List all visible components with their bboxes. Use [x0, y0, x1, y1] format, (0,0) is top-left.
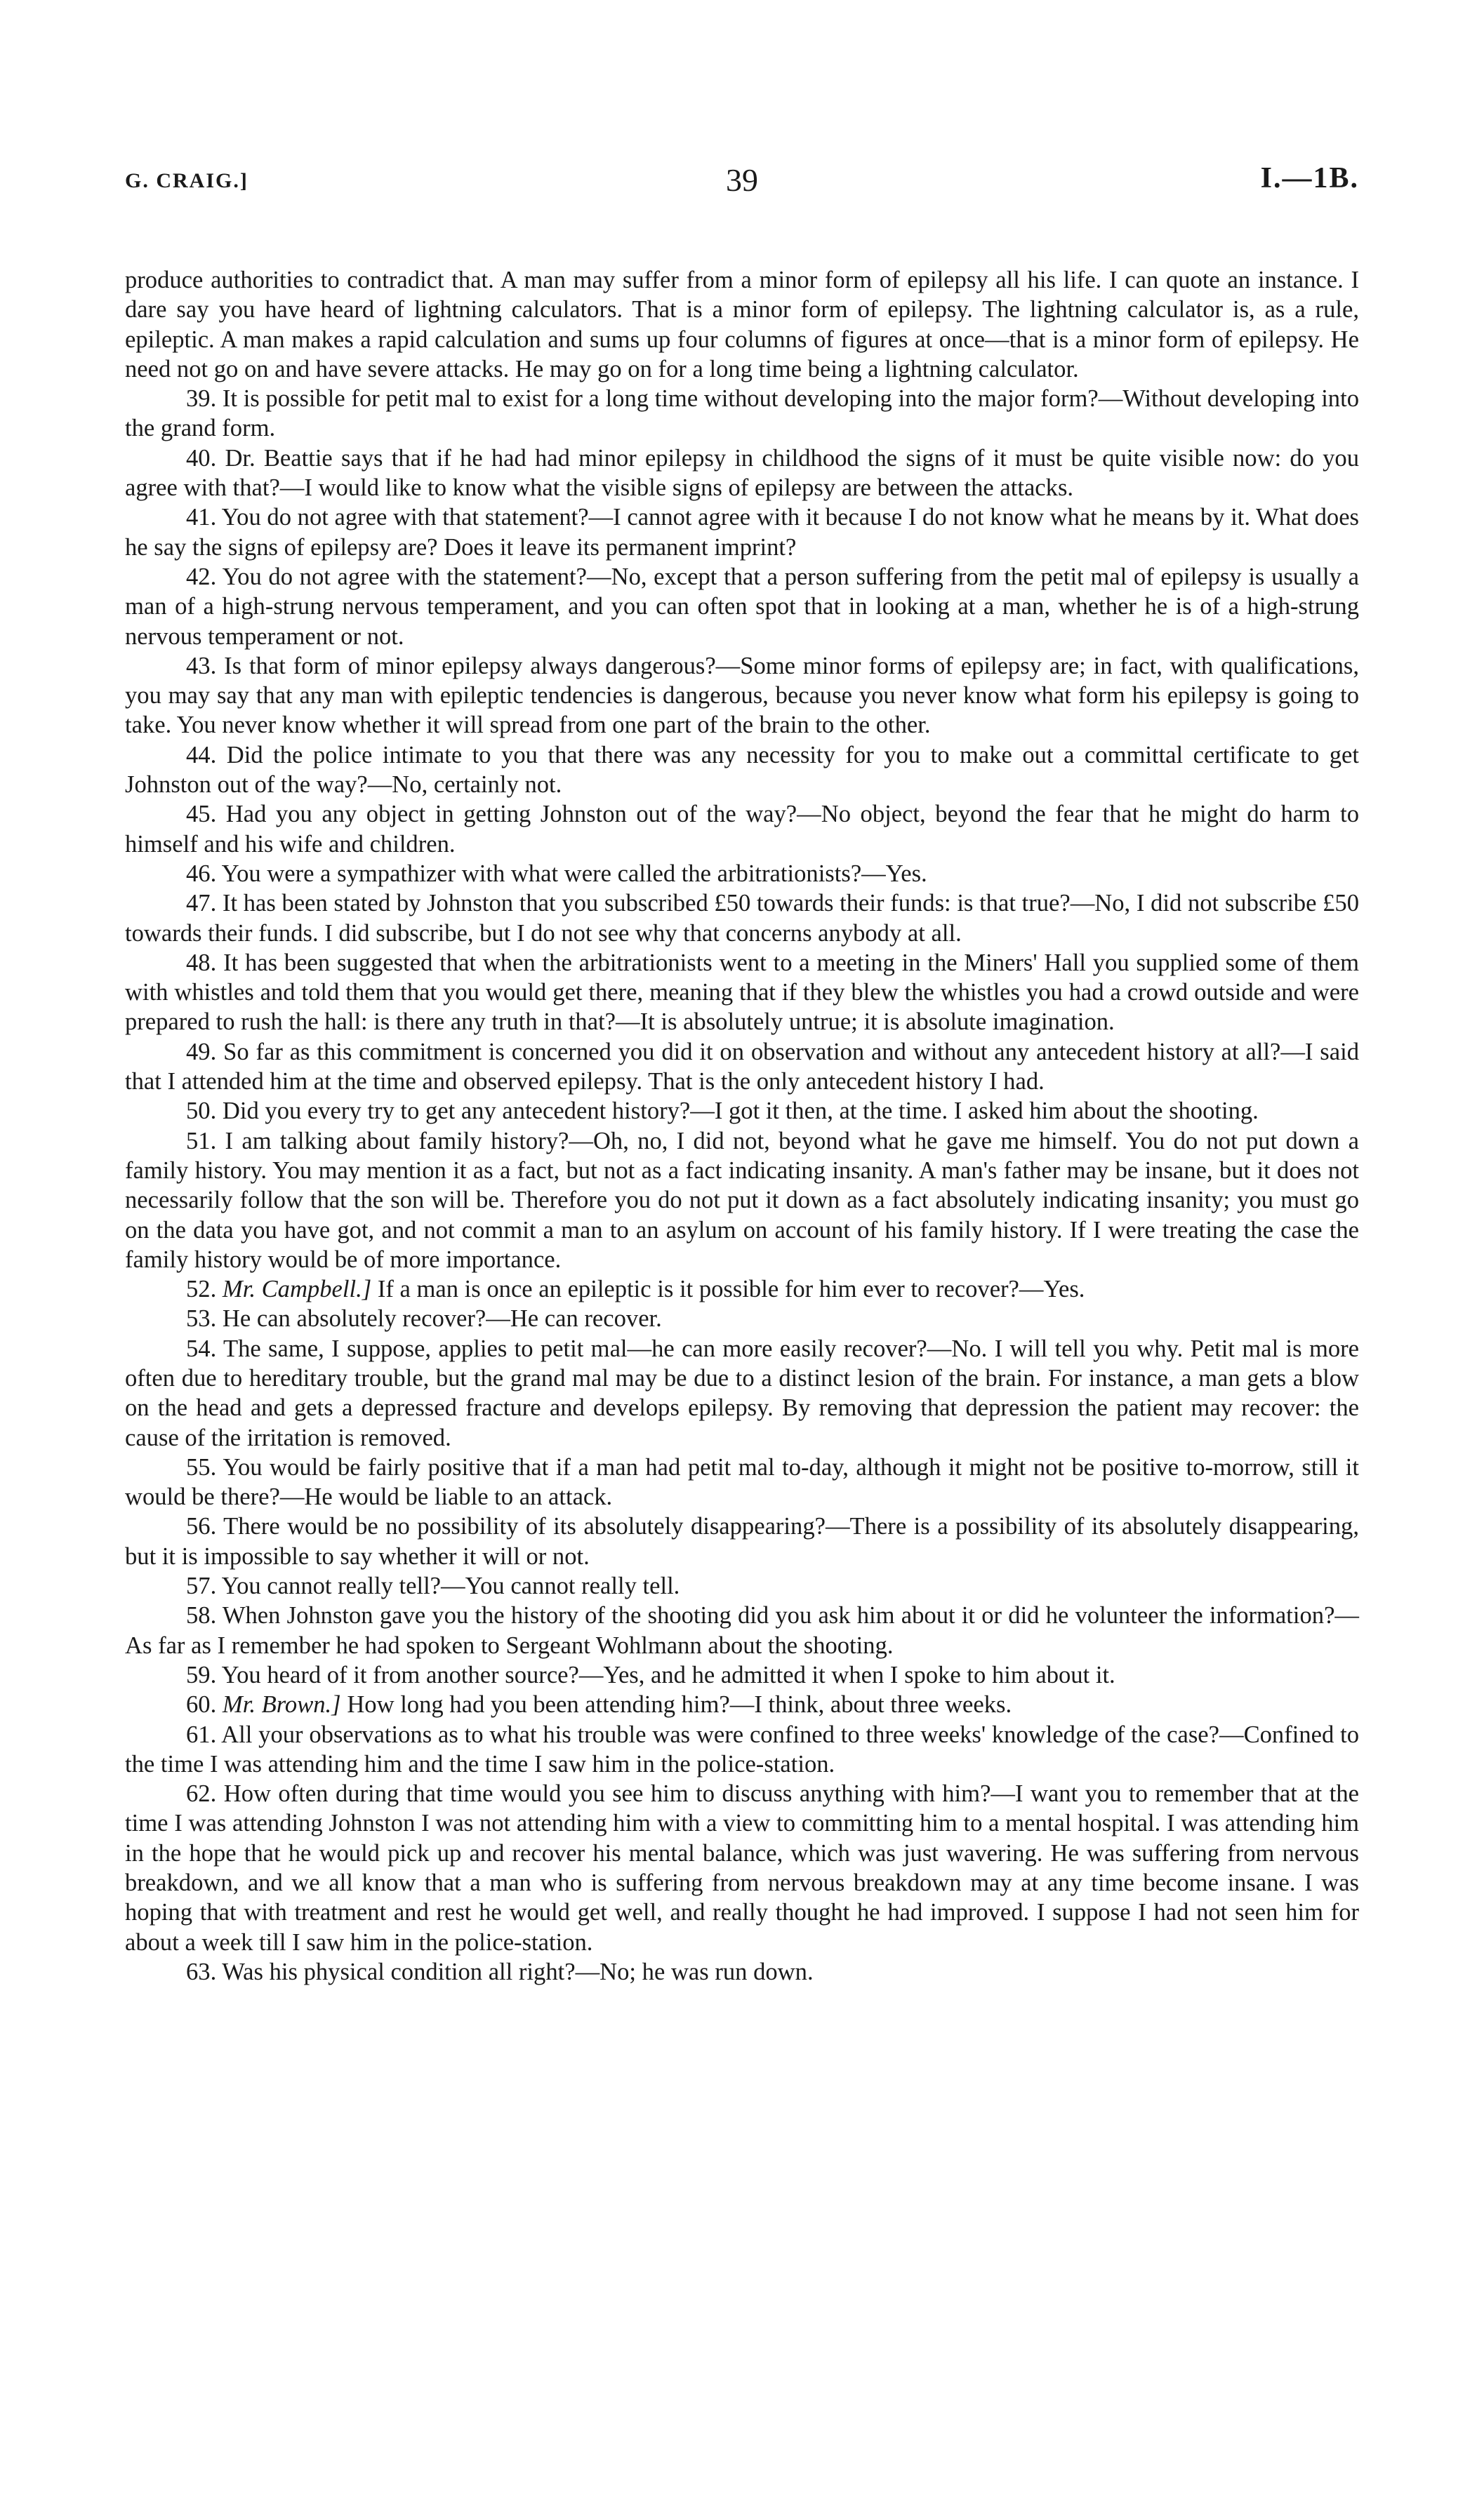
question-number: 44. — [186, 741, 217, 768]
qa-paragraph — [125, 1660, 1359, 1690]
question-text: I am talking about family history?—Oh, no, I did not, beyond what he gave me himself. You do not put down a family history. You may mention it as a fact, but not as a fact indicating insanity. A man's father may be insane, but it does not necessarily follow that the son will be. Therefore you do not put it down as a fact absolutely indicating insanity; you must go on the data you have got, and not commit a man to an asylum on account of his family history. If I were treating the case the family history would be of more importance. — [125, 1127, 1359, 1273]
speaker-label: Mr. Campbell.] — [222, 1276, 372, 1303]
question-text: You cannot really tell?—You cannot really tell. — [221, 1573, 680, 1600]
question-text: Did the police intimate to you that there was any necessity for you to make out a committal certificate to get Johnston out of the way?—No, certainly not. — [125, 741, 1359, 799]
question-number: 60. — [186, 1691, 217, 1719]
question-text: It is possible for petit mal to exist for a long time without developing into the major form?—Without developing into the grand form. — [125, 385, 1359, 442]
question-number: 50. — [186, 1098, 217, 1125]
qa-paragraph — [125, 1720, 1359, 1780]
question-number: 41. — [186, 504, 217, 531]
question-text: If a man is once an epileptic is it possible for him ever to recover?—Yes. — [377, 1276, 1085, 1303]
question-number: 63. — [186, 1958, 217, 1985]
question-text: Is that form of minor epilepsy always dangerous?—Some minor forms of epilepsy are; in fact, with qualifications, you may say that any man with epileptic tendencies is dangerous, because you never know what form his epilepsy is going to take. You never know whether it will spread from one part of the brain to the other. — [125, 652, 1359, 739]
question-number: 39. — [186, 385, 217, 413]
question-number: 40. — [186, 444, 217, 472]
question-number: 46. — [186, 860, 217, 887]
qa-paragraph — [125, 1779, 1359, 1957]
question-text: Had you any object in getting Johnston out of the way?—No object, beyond the fear that he might do harm to himself and his wife and children. — [125, 801, 1359, 858]
header-witness: G. CRAIG.] — [125, 169, 249, 192]
qa-paragraph — [125, 651, 1359, 740]
qa-paragraph — [125, 444, 1359, 503]
page-header — [125, 161, 1359, 225]
question-text: You do not agree with that statement?—I cannot agree with it because I do not know what he means by it. What does he say the signs of epilepsy are? Does it leave its permanent imprint? — [125, 504, 1359, 561]
question-number: 57. — [186, 1573, 217, 1600]
qa-paragraph — [125, 948, 1359, 1037]
qa-paragraph — [125, 859, 1359, 888]
question-text: There would be no possibility of its absolutely disappearing?—There is a possibility of its absolutely disappearing, but it is impossible to say whether it will or not. — [125, 1513, 1359, 1570]
question-number: 51. — [186, 1127, 217, 1154]
qa-paragraph — [125, 562, 1359, 651]
question-number: 58. — [186, 1602, 217, 1629]
qa-paragraph — [125, 1571, 1359, 1601]
question-text: Dr. Beattie says that if he had had minor epilepsy in childhood the signs of it must be quite visible now: do you agree with that?—I would like to know what the visible signs of epilepsy are between the attacks. — [125, 444, 1359, 502]
page-number: 39 — [726, 162, 758, 198]
question-number: 52. — [186, 1276, 217, 1303]
question-text: The same, I suppose, applies to petit mal—he can more easily recover?—No. I will tell you why. Petit mal is more often due to hereditary trouble, but the grand mal may be due to a distinct lesion of the brain. For instance, a man gets a blow on the head and gets a depressed fracture and develops epilepsy. By removing that depression the patient may recover: the cause of the irritation is removed. — [125, 1335, 1359, 1451]
intro-paragraph: produce authorities to contradict that. A man may suffer from a minor form of epilepsy all his life. I can quote an instance. I dare say you have heard of lightning calculators. That is a minor form of epilepsy. The lightning calculator is, as a rule, epileptic. A man makes a rapid calculation and sums up four columns of figures at once—that is a minor form of epilepsy. He need not go on and have severe attacks. He may go on for a long time being a lightning calculator. — [125, 267, 1359, 382]
question-number: 43. — [186, 652, 217, 679]
qa-paragraph — [125, 799, 1359, 859]
question-number: 45. — [186, 801, 217, 828]
question-text: All your observations as to what his trouble was were confined to three weeks' knowledge of the case?—Confined to the time I was attending him and the time I saw him in the police-station. — [125, 1721, 1359, 1778]
qa-list — [125, 384, 1359, 1987]
question-number: 55. — [186, 1453, 217, 1481]
header-reference: I.—1B. — [1260, 162, 1359, 194]
question-text: How often during that time would you see him to discuss anything with him?—I want you to remember that at the time I was attending Johnston I was not attending him with a view to committing him to a mental hospital. I was attending him in the hope that he would pick up and recover his mental balance, which was just wavering. He was suffering from nervous breakdown, and we all know that a man who is suffering from nervous breakdown may at any time become insane. I was hoping that with treatment and rest he would get well, and really thought he had improved. I suppose I had not seen him for about a week till I saw him in the police-station. — [125, 1780, 1359, 1956]
qa-paragraph — [125, 1957, 1359, 1987]
qa-paragraph — [125, 888, 1359, 948]
qa-paragraph — [125, 1601, 1359, 1660]
qa-paragraph — [125, 1453, 1359, 1512]
question-text: You were a sympathizer with what were called the arbitrationists?—Yes. — [221, 860, 927, 887]
question-number: 49. — [186, 1038, 217, 1065]
question-number: 53. — [186, 1305, 217, 1333]
question-number: 62. — [186, 1780, 217, 1808]
document-body — [125, 265, 1359, 1987]
qa-paragraph — [125, 1126, 1359, 1274]
question-text: You do not agree with the statement?—No, except that a person suffering from the petit mal of epilepsy is usually a man of a high-strung nervous temperament, and you can often spot that in looking at a man, whether he is of a high-strung nervous temperament or not. — [125, 563, 1359, 650]
question-text: When Johnston gave you the history of the shooting did you ask him about it or did he volunteer the information?—As far as I remember he had spoken to Sergeant Wohlmann about the shooting. — [125, 1602, 1359, 1659]
question-text: So far as this commitment is concerned you did it on observation and without any antecedent history at all?—I said that I attended him at the time and observed epilepsy. That is the only antecedent history I had. — [125, 1038, 1359, 1095]
question-number: 48. — [186, 949, 217, 976]
question-text: You would be fairly positive that if a man had petit mal to-day, although it might not be positive to-morrow, still it would be there?—He would be liable to an attack. — [125, 1453, 1359, 1511]
qa-paragraph — [125, 384, 1359, 444]
question-number: 54. — [186, 1335, 217, 1362]
document-page — [125, 161, 1359, 1987]
question-text: Did you every try to get any antecedent history?—I got it then, at the time. I asked him about the shooting. — [222, 1098, 1259, 1125]
question-text: Was his physical condition all right?—No; he was run down. — [222, 1958, 814, 1985]
qa-paragraph — [125, 1274, 1359, 1304]
question-text: It has been stated by Johnston that you subscribed £50 towards their funds: is that true?—No, I did not subscribe £50 towards their funds. I did subscribe, but I do not see why that concerns anybody at all. — [125, 890, 1359, 947]
question-number: 47. — [186, 890, 217, 917]
question-number: 61. — [186, 1721, 217, 1748]
qa-paragraph — [125, 1096, 1359, 1126]
qa-paragraph — [125, 1512, 1359, 1571]
qa-paragraph — [125, 502, 1359, 562]
qa-paragraph — [125, 1334, 1359, 1453]
qa-paragraph — [125, 1304, 1359, 1333]
question-text: He can absolutely recover?—He can recover. — [222, 1305, 662, 1333]
question-number: 56. — [186, 1513, 217, 1540]
qa-paragraph — [125, 1690, 1359, 1719]
question-text: How long had you been attending him?—I think, about three weeks. — [347, 1691, 1012, 1719]
question-number: 59. — [186, 1661, 217, 1688]
speaker-label: Mr. Brown.] — [222, 1691, 341, 1719]
qa-paragraph — [125, 1037, 1359, 1097]
qa-paragraph — [125, 740, 1359, 800]
question-text: It has been suggested that when the arbitrationists went to a meeting in the Miners' Hall you supplied some of them with whistles and told them that you would get there, meaning that if they blew the whistles you had a crowd outside and were prepared to rush the hall: is there any truth in that?—It is absolutely untrue; it is absolute imagination. — [125, 949, 1360, 1036]
question-number: 42. — [186, 563, 217, 590]
question-text: You heard of it from another source?—Yes, and he admitted it when I spoke to him about it. — [221, 1661, 1115, 1688]
